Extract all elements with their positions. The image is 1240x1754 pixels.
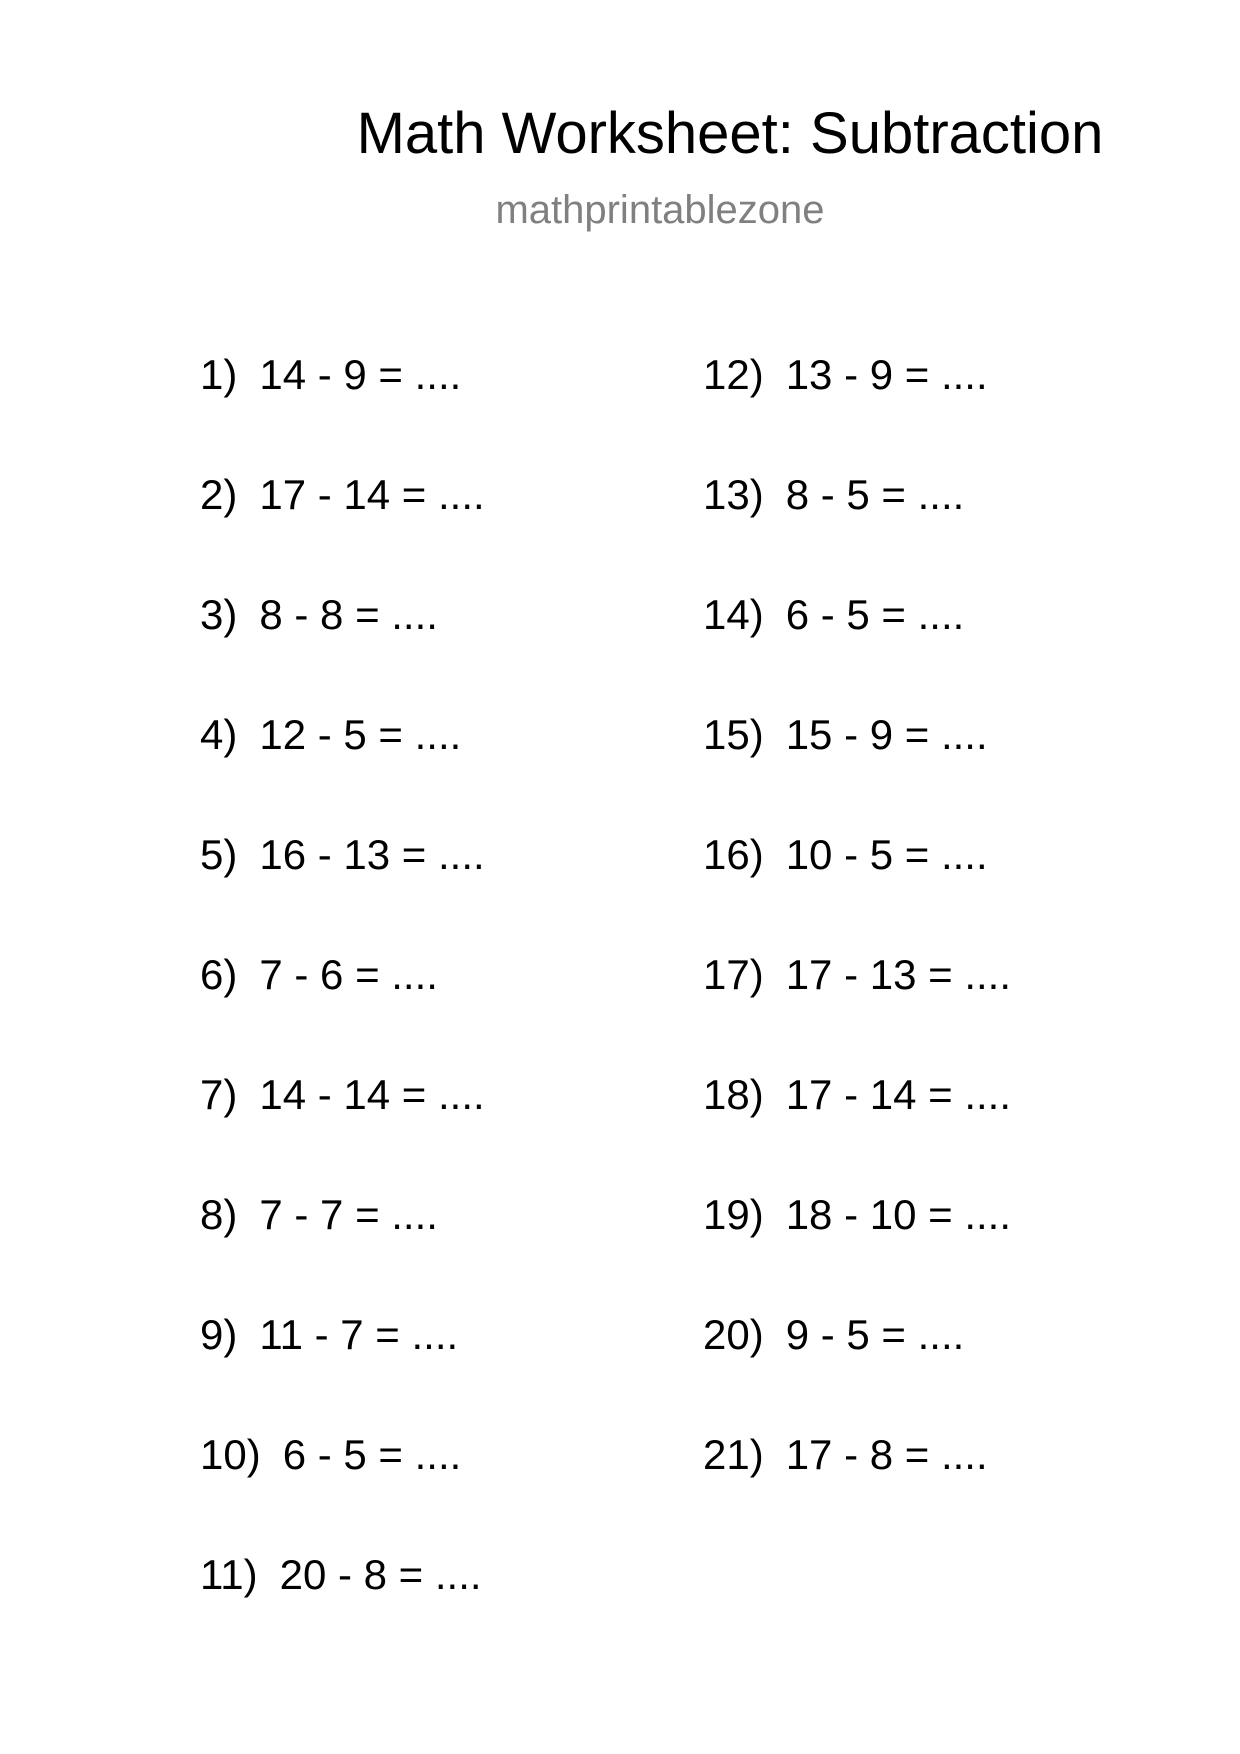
problem-item	[703, 1310, 1011, 1430]
problem-number: 5)	[200, 831, 238, 878]
problem-number: 9)	[200, 1311, 238, 1358]
problem-item	[703, 350, 1011, 470]
problem-expression: 11 - 7 = ....	[259, 1311, 459, 1358]
problem-item	[200, 1310, 485, 1430]
problem-item	[200, 830, 485, 950]
problem-number: 4)	[200, 711, 238, 758]
problem-expression: 17 - 14 = ....	[785, 1071, 1012, 1118]
problem-number: 14)	[703, 591, 764, 638]
problem-item	[200, 1070, 485, 1190]
problem-number: 20)	[703, 1311, 764, 1358]
problem-expression: 12 - 5 = ....	[259, 711, 462, 758]
problem-number: 6)	[200, 951, 238, 998]
worksheet-source: mathprintablezone	[495, 188, 825, 232]
problem-number: 19)	[703, 1191, 764, 1238]
problem-item	[200, 710, 485, 830]
problem-expression: 13 - 9 = ....	[785, 351, 988, 398]
problem-number: 11)	[200, 1551, 258, 1598]
problem-number: 21)	[703, 1431, 764, 1478]
problem-number: 3)	[200, 591, 238, 638]
problem-item	[703, 950, 1011, 1070]
problem-number: 17)	[703, 951, 764, 998]
problem-number: 10)	[200, 1431, 261, 1478]
problem-expression: 14 - 9 = ....	[259, 351, 462, 398]
problem-number: 13)	[703, 471, 764, 518]
problem-expression: 6 - 5 = ....	[282, 1431, 462, 1478]
problem-item	[200, 1550, 485, 1670]
problem-number: 18)	[703, 1071, 764, 1118]
problem-item	[703, 710, 1011, 830]
problem-number: 7)	[200, 1071, 238, 1118]
problem-expression: 17 - 13 = ....	[785, 951, 1012, 998]
problem-item	[703, 1190, 1011, 1310]
problem-expression: 8 - 5 = ....	[785, 471, 965, 518]
problem-expression: 8 - 8 = ....	[259, 591, 438, 638]
problem-number: 15)	[703, 711, 764, 758]
problem-expression: 9 - 5 = ....	[785, 1311, 965, 1358]
problem-expression: 17 - 14 = ....	[259, 471, 485, 518]
problem-item	[200, 590, 485, 710]
problem-expression: 20 - 8 = ....	[279, 1551, 482, 1598]
problem-number: 16)	[703, 831, 764, 878]
problem-item	[200, 950, 485, 1070]
problem-item	[703, 590, 1011, 710]
problem-expression: 15 - 9 = ....	[785, 711, 988, 758]
problem-column-left	[200, 350, 485, 1670]
problem-item	[200, 1190, 485, 1310]
problem-item	[200, 350, 485, 470]
problem-column-right	[703, 350, 1011, 1550]
problem-number: 12)	[703, 351, 764, 398]
problem-expression: 17 - 8 = ....	[785, 1431, 988, 1478]
problem-item	[200, 470, 485, 590]
problem-item	[703, 1070, 1011, 1190]
problem-expression: 16 - 13 = ....	[259, 831, 485, 878]
problem-item	[703, 1430, 1011, 1550]
worksheet-title: Math Worksheet: Subtraction	[356, 101, 1104, 166]
problem-number: 8)	[200, 1191, 238, 1238]
problem-number: 1)	[200, 351, 238, 398]
problem-expression: 7 - 7 = ....	[259, 1191, 438, 1238]
problem-item	[200, 1430, 485, 1550]
problem-expression: 14 - 14 = ....	[259, 1071, 485, 1118]
problem-item	[703, 470, 1011, 590]
problem-expression: 7 - 6 = ....	[259, 951, 438, 998]
problem-item	[703, 830, 1011, 950]
problem-expression: 10 - 5 = ....	[785, 831, 988, 878]
problem-expression: 6 - 5 = ....	[785, 591, 965, 638]
problem-number: 2)	[200, 471, 238, 518]
problem-expression: 18 - 10 = ....	[785, 1191, 1012, 1238]
